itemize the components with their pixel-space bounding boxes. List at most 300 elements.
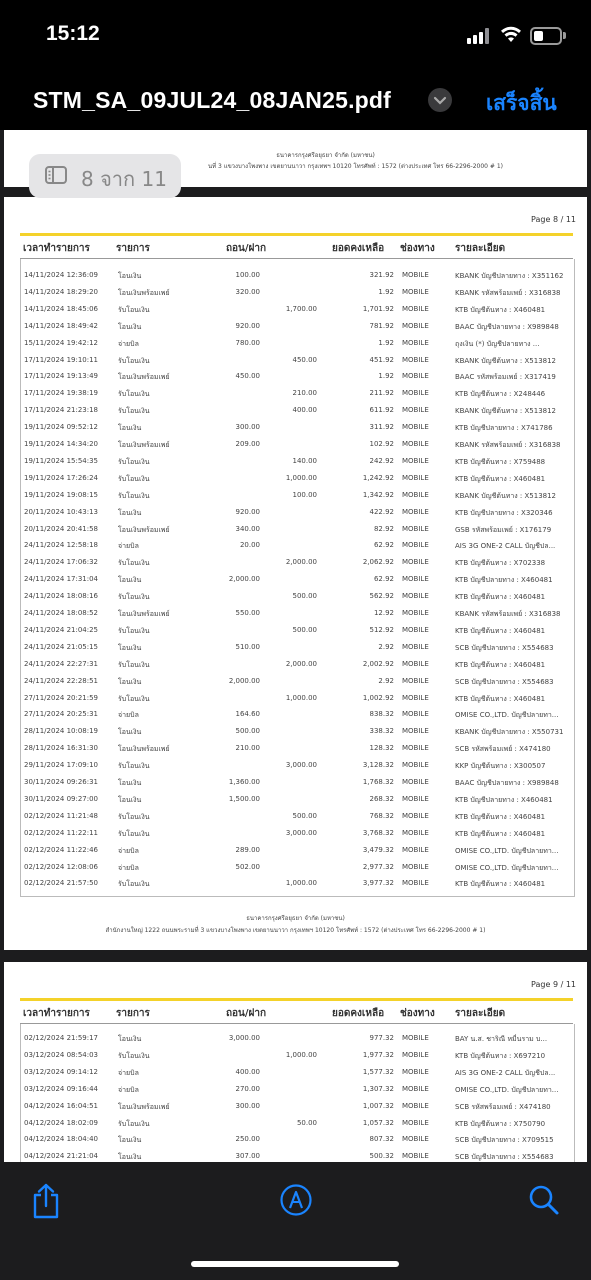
row-detail: KKP บัญชีต้นทาง : X300507 bbox=[455, 762, 546, 771]
row-detail: KBANK รหัสพร้อมเพย์ : X316838 bbox=[455, 610, 561, 618]
table-row bbox=[20, 656, 573, 673]
table-row bbox=[20, 537, 573, 554]
row-datetime: 19/11/2024 14:34:20 bbox=[24, 440, 99, 448]
row-datetime: 24/11/2024 12:58:18 bbox=[24, 541, 99, 550]
table-row bbox=[20, 419, 573, 436]
row-detail: KBANK รหัสพร้อมเพย์ : X316838 bbox=[455, 288, 561, 297]
row-balance: 3,128.32 bbox=[362, 761, 394, 770]
row-channel: MOBILE bbox=[402, 473, 429, 482]
row-balance: 1,307.32 bbox=[362, 1084, 394, 1093]
row-datetime: 20/11/2024 10:43:13 bbox=[24, 507, 99, 516]
row-balance: 1,768.32 bbox=[362, 778, 394, 786]
row-balance: 768.32 bbox=[369, 811, 394, 820]
row-detail: BAAC บัญชีปลายทาง : X989848 bbox=[455, 779, 559, 787]
row-withdraw: 3,000.00 bbox=[228, 1034, 260, 1042]
row-deposit: 140.00 bbox=[292, 456, 317, 465]
row-datetime: 03/12/2024 09:16:44 bbox=[24, 1084, 99, 1093]
row-datetime: 02/12/2024 11:21:48 bbox=[24, 811, 99, 820]
row-withdraw: 320.00 bbox=[235, 287, 260, 296]
row-withdraw: 209.00 bbox=[235, 440, 260, 448]
header-amount: ถอน/ฝาก bbox=[226, 243, 267, 254]
row-datetime: 24/11/2024 18:08:52 bbox=[24, 609, 99, 617]
sidebar-thumbnails-icon bbox=[45, 166, 67, 184]
row-type: โอนเงิน bbox=[118, 1136, 142, 1145]
row-detail: KBANK รหัสพร้อมเพย์ : X316838 bbox=[455, 441, 561, 449]
row-detail: SCB รหัสพร้อมเพย์ : X474180 bbox=[455, 745, 551, 754]
row-type: รับโอนเงิน bbox=[118, 305, 150, 314]
row-detail: AIS 3G ONE-2 CALL บัญชีปล... bbox=[455, 1068, 556, 1077]
row-datetime: 19/11/2024 17:26:24 bbox=[24, 473, 99, 482]
table-row bbox=[20, 521, 573, 538]
row-detail: SCB รหัสพร้อมเพย์ : X474180 bbox=[455, 1102, 551, 1111]
row-type: โอนเงินพร้อมเพย์ bbox=[118, 745, 170, 754]
row-datetime: 03/12/2024 08:54:03 bbox=[24, 1050, 99, 1059]
row-deposit: 2,000.00 bbox=[285, 659, 317, 668]
row-type: จ่ายบิล bbox=[118, 1085, 139, 1094]
document-title[interactable]: STM_SA_09JUL24_08JAN25.pdf bbox=[33, 87, 392, 113]
row-detail: KTB บัญชีปลายทาง : X460481 bbox=[455, 795, 553, 804]
row-balance: 1,701.92 bbox=[362, 304, 394, 313]
row-balance: 311.92 bbox=[369, 423, 394, 432]
header-datetime: เวลาทำรายการ bbox=[23, 243, 90, 254]
row-channel: MOBILE bbox=[402, 524, 429, 533]
row-balance: 128.32 bbox=[369, 744, 394, 753]
row-datetime: 24/11/2024 21:05:15 bbox=[24, 642, 99, 651]
row-detail: KTB บัญชีปลายทาง : X320346 bbox=[455, 508, 553, 517]
header-detail: รายละเอียด bbox=[455, 243, 506, 254]
table-row bbox=[20, 402, 573, 419]
share-icon[interactable] bbox=[31, 1182, 61, 1220]
table-row bbox=[20, 470, 573, 487]
row-balance: 2,062.92 bbox=[362, 558, 394, 567]
row-balance: 2.92 bbox=[378, 676, 394, 685]
row-detail: SCB บัญชีปลายทาง : X554683 bbox=[455, 1153, 554, 1162]
row-type: โอนเงิน bbox=[118, 643, 142, 652]
row-channel: MOBILE bbox=[402, 1118, 429, 1127]
row-balance: 807.32 bbox=[369, 1135, 394, 1144]
row-type: รับโอนเงิน bbox=[118, 457, 150, 466]
row-withdraw: 550.00 bbox=[235, 609, 260, 617]
row-detail: SCB บัญชีปลายทาง : X554683 bbox=[455, 643, 554, 652]
row-withdraw: 289.00 bbox=[235, 845, 260, 854]
row-balance: 3,479.32 bbox=[362, 845, 394, 854]
row-withdraw: 920.00 bbox=[235, 321, 260, 330]
row-deposit: 500.00 bbox=[292, 625, 317, 634]
table-row bbox=[20, 318, 573, 335]
row-detail: KTB บัญชีต้นทาง : X460481 bbox=[455, 593, 546, 602]
row-type: รับโอนเงิน bbox=[118, 407, 150, 416]
row-datetime: 28/11/2024 16:31:30 bbox=[24, 744, 99, 753]
page-footer-line1: ธนาคารกรุงศรีอยุธยา จำกัด (มหาชน) bbox=[246, 915, 345, 922]
row-deposit: 1,000.00 bbox=[285, 879, 317, 888]
row-type: รับโอนเงิน bbox=[118, 593, 150, 602]
table-row bbox=[20, 368, 573, 385]
row-balance: 2,002.92 bbox=[362, 659, 394, 668]
row-withdraw: 400.00 bbox=[235, 1067, 260, 1076]
row-channel: MOBILE bbox=[402, 456, 429, 465]
table-row bbox=[20, 740, 573, 757]
row-channel: MOBILE bbox=[402, 811, 429, 820]
row-datetime: 17/11/2024 19:10:11 bbox=[24, 355, 99, 364]
row-type: จ่ายบิล bbox=[118, 339, 139, 348]
row-datetime: 02/12/2024 21:57:50 bbox=[24, 879, 99, 888]
row-channel: MOBILE bbox=[402, 1135, 429, 1144]
row-balance: 211.92 bbox=[369, 389, 394, 398]
table-row bbox=[20, 706, 573, 723]
row-balance: 321.92 bbox=[369, 271, 394, 279]
row-type: รับโอนเงิน bbox=[118, 559, 150, 568]
row-type: รับโอนเงิน bbox=[118, 474, 150, 483]
row-datetime: 30/11/2024 09:26:31 bbox=[24, 778, 99, 786]
row-type: โอนเงินพร้อมเพย์ bbox=[118, 610, 170, 618]
row-datetime: 24/11/2024 22:28:51 bbox=[24, 676, 99, 685]
row-datetime: 24/11/2024 22:27:31 bbox=[24, 659, 99, 668]
row-type: โอนเงินพร้อมเพย์ bbox=[118, 441, 170, 449]
table-row bbox=[20, 791, 573, 808]
row-channel: MOBILE bbox=[402, 1101, 429, 1110]
row-type: รับโอนเงิน bbox=[118, 812, 150, 821]
row-type: รับโอนเงิน bbox=[118, 390, 150, 399]
table-row bbox=[20, 622, 573, 639]
row-balance: 1,342.92 bbox=[362, 490, 394, 499]
row-balance: 1,057.32 bbox=[362, 1118, 394, 1127]
row-balance: 1,577.32 bbox=[362, 1067, 394, 1076]
row-balance: 1,977.32 bbox=[362, 1050, 394, 1059]
row-datetime: 24/11/2024 17:06:32 bbox=[24, 558, 99, 567]
header-datetime: เวลาทำรายการ bbox=[23, 1008, 90, 1019]
row-balance: 62.92 bbox=[373, 575, 394, 584]
row-channel: MOBILE bbox=[402, 693, 429, 702]
table-row bbox=[20, 436, 573, 453]
search-icon[interactable] bbox=[528, 1184, 560, 1216]
row-balance: 562.92 bbox=[369, 592, 394, 601]
row-channel: MOBILE bbox=[402, 389, 429, 398]
row-datetime: 19/11/2024 15:54:35 bbox=[24, 456, 99, 465]
row-detail: KTB บัญชีปลายทาง : X460481 bbox=[455, 576, 553, 585]
row-type: รับโอนเงิน bbox=[118, 762, 150, 771]
table-row bbox=[20, 1064, 573, 1081]
table-row bbox=[20, 1030, 573, 1047]
row-channel: MOBILE bbox=[402, 862, 429, 871]
header-channel: ช่องทาง bbox=[400, 1008, 435, 1019]
page-footer-line2: นที่ 3 แขวงบางโพงพาง เขตยานนาวา กรุงเทพฯ 10120 โทรศัพท์ : 1572 (ต่างประเทศ โทร 66-2296-2000 # 1) bbox=[208, 163, 503, 170]
row-datetime: 27/11/2024 20:21:59 bbox=[24, 693, 99, 702]
status-time: 15:12 bbox=[46, 22, 100, 45]
pdf-viewer[interactable] bbox=[0, 130, 591, 1162]
row-balance: 1.92 bbox=[378, 287, 394, 296]
row-datetime: 17/11/2024 19:13:49 bbox=[24, 372, 99, 381]
row-balance: 512.92 bbox=[369, 625, 394, 634]
row-balance: 82.92 bbox=[373, 524, 394, 533]
row-channel: MOBILE bbox=[402, 287, 429, 296]
row-balance: 1.92 bbox=[378, 372, 394, 381]
row-type: โอนเงินพร้อมเพย์ bbox=[118, 288, 170, 297]
row-withdraw: 210.00 bbox=[235, 744, 260, 753]
row-channel: MOBILE bbox=[402, 625, 429, 634]
row-type: โอนเงิน bbox=[118, 424, 142, 433]
row-balance: 2.92 bbox=[378, 642, 394, 651]
row-channel: MOBILE bbox=[402, 271, 429, 279]
header-type: รายการ bbox=[116, 243, 150, 254]
row-withdraw: 100.00 bbox=[235, 271, 260, 279]
row-deposit: 100.00 bbox=[292, 490, 317, 499]
row-balance: 338.32 bbox=[369, 727, 394, 736]
row-withdraw: 450.00 bbox=[235, 372, 260, 381]
markup-icon[interactable] bbox=[280, 1184, 312, 1216]
row-datetime: 28/11/2024 10:08:19 bbox=[24, 727, 99, 736]
row-type: รับโอนเงิน bbox=[118, 660, 150, 669]
row-channel: MOBILE bbox=[402, 490, 429, 499]
row-detail: KTB บัญชีปลายทาง : X741786 bbox=[455, 424, 553, 433]
table-row bbox=[20, 1131, 573, 1148]
row-type: โอนเงิน bbox=[118, 779, 142, 787]
table-row bbox=[20, 859, 573, 876]
row-type: รับโอนเงิน bbox=[118, 880, 150, 889]
row-datetime: 29/11/2024 17:09:10 bbox=[24, 761, 99, 770]
row-datetime: 15/11/2024 19:42:12 bbox=[24, 338, 99, 347]
table-row bbox=[20, 1148, 573, 1162]
row-deposit: 210.00 bbox=[292, 389, 317, 398]
row-datetime: 17/11/2024 19:38:19 bbox=[24, 389, 99, 398]
row-datetime: 14/11/2024 18:49:42 bbox=[24, 321, 99, 330]
row-detail: BAAC บัญชีปลายทาง : X989848 bbox=[455, 322, 559, 331]
row-detail: KTB บัญชีต้นทาง : X759488 bbox=[455, 457, 546, 466]
page-indicator[interactable] bbox=[29, 154, 181, 198]
row-datetime: 04/12/2024 18:04:40 bbox=[24, 1135, 99, 1144]
battery-icon bbox=[530, 27, 562, 45]
row-deposit: 1,700.00 bbox=[285, 304, 317, 313]
page-number: Page 8 / 11 bbox=[531, 215, 576, 224]
header-balance: ยอดคงเหลือ bbox=[332, 243, 385, 254]
chevron-down-icon bbox=[428, 88, 452, 112]
row-type: โอนเงิน bbox=[118, 677, 142, 686]
row-withdraw: 502.00 bbox=[235, 862, 260, 871]
row-channel: MOBILE bbox=[402, 609, 429, 617]
row-type: โอนเงิน bbox=[118, 508, 142, 517]
row-channel: MOBILE bbox=[402, 304, 429, 313]
row-datetime: 02/12/2024 21:59:17 bbox=[24, 1034, 99, 1042]
row-detail: KTB บัญชีต้นทาง : X460481 bbox=[455, 812, 546, 821]
wifi-icon bbox=[500, 24, 522, 44]
row-datetime: 17/11/2024 21:23:18 bbox=[24, 406, 99, 415]
row-deposit: 500.00 bbox=[292, 592, 317, 601]
table-row bbox=[20, 1098, 573, 1115]
row-datetime: 19/11/2024 09:52:12 bbox=[24, 423, 99, 432]
table-row bbox=[20, 605, 573, 622]
row-type: โอนเงินพร้อมเพย์ bbox=[118, 1102, 170, 1111]
row-balance: 611.92 bbox=[369, 406, 394, 415]
title-menu-button[interactable] bbox=[428, 88, 452, 112]
row-datetime: 24/11/2024 17:31:04 bbox=[24, 575, 99, 584]
row-channel: MOBILE bbox=[402, 1050, 429, 1059]
row-balance: 12.92 bbox=[373, 609, 394, 617]
row-type: โอนเงิน bbox=[118, 272, 142, 280]
row-balance: 242.92 bbox=[369, 456, 394, 465]
row-balance: 1,002.92 bbox=[362, 693, 394, 702]
row-channel: MOBILE bbox=[402, 659, 429, 668]
row-datetime: 14/11/2024 12:36:09 bbox=[24, 271, 99, 279]
row-channel: MOBILE bbox=[402, 1152, 429, 1161]
row-detail: KBANK บัญชีต้นทาง : X513812 bbox=[455, 356, 557, 365]
row-detail: SCB บัญชีปลายทาง : X709515 bbox=[455, 1136, 554, 1145]
row-balance: 2,977.32 bbox=[362, 862, 394, 871]
row-datetime: 14/11/2024 18:29:20 bbox=[24, 287, 99, 296]
row-datetime: 19/11/2024 19:08:15 bbox=[24, 490, 99, 499]
row-deposit: 1,000.00 bbox=[285, 473, 317, 482]
row-detail: KTB บัญชีต้นทาง : X460481 bbox=[455, 880, 546, 889]
row-channel: MOBILE bbox=[402, 423, 429, 432]
row-balance: 781.92 bbox=[369, 321, 394, 330]
row-balance: 500.32 bbox=[369, 1152, 394, 1161]
table-header bbox=[20, 233, 573, 259]
row-datetime: 04/12/2024 16:04:51 bbox=[24, 1101, 99, 1110]
row-withdraw: 300.00 bbox=[235, 1101, 260, 1110]
row-deposit: 2,000.00 bbox=[285, 558, 317, 567]
table-row bbox=[20, 842, 573, 859]
header-amount: ถอน/ฝาก bbox=[226, 1008, 267, 1019]
row-channel: MOBILE bbox=[402, 575, 429, 584]
table-row bbox=[20, 571, 573, 588]
row-deposit: 400.00 bbox=[292, 406, 317, 415]
row-detail: KTB บัญชีต้นทาง : X702338 bbox=[455, 559, 546, 568]
header-detail: รายละเอียด bbox=[455, 1008, 506, 1019]
row-detail: KBANK บัญชีต้นทาง : X513812 bbox=[455, 491, 557, 500]
row-withdraw: 500.00 bbox=[235, 727, 260, 736]
row-channel: MOBILE bbox=[402, 372, 429, 381]
table-row bbox=[20, 385, 573, 402]
row-datetime: 02/12/2024 12:08:06 bbox=[24, 862, 99, 871]
row-withdraw: 307.00 bbox=[235, 1152, 260, 1161]
row-withdraw: 2,000.00 bbox=[228, 676, 260, 685]
row-channel: MOBILE bbox=[402, 642, 429, 651]
done-button[interactable]: เสร็จสิ้น bbox=[486, 91, 557, 115]
row-channel: MOBILE bbox=[402, 507, 429, 516]
row-balance: 1,242.92 bbox=[362, 473, 394, 482]
row-balance: 1,007.32 bbox=[362, 1101, 394, 1110]
row-datetime: 14/11/2024 18:45:06 bbox=[24, 304, 99, 313]
table-row bbox=[20, 1115, 573, 1132]
row-channel: MOBILE bbox=[402, 794, 429, 803]
row-withdraw: 780.00 bbox=[235, 338, 260, 347]
row-datetime: 30/11/2024 09:27:00 bbox=[24, 794, 99, 803]
row-type: โอนเงิน bbox=[118, 1035, 142, 1043]
pdf-page-9 bbox=[4, 962, 587, 1162]
row-detail: KTB บัญชีต้นทาง : X248446 bbox=[455, 390, 546, 399]
row-type: จ่ายบิล bbox=[118, 711, 139, 720]
row-detail: KTB บัญชีต้นทาง : X750790 bbox=[455, 1119, 546, 1128]
table-row bbox=[20, 825, 573, 842]
row-detail: OMISE CO.,LTD. บัญชีปลายทา... bbox=[455, 1085, 559, 1094]
table-row bbox=[20, 875, 573, 892]
row-type: โอนเงิน bbox=[118, 728, 142, 737]
row-type: โอนเงินพร้อมเพย์ bbox=[118, 373, 170, 382]
row-withdraw: 20.00 bbox=[239, 541, 260, 550]
row-channel: MOBILE bbox=[402, 828, 429, 837]
row-type: รับโอนเงิน bbox=[118, 1119, 150, 1128]
row-channel: MOBILE bbox=[402, 338, 429, 347]
row-detail: OMISE CO.,LTD. บัญชีปลายทา... bbox=[455, 711, 559, 720]
row-datetime: 24/11/2024 18:08:16 bbox=[24, 592, 99, 601]
table-row bbox=[20, 723, 573, 740]
row-balance: 838.32 bbox=[369, 710, 394, 719]
row-balance: 422.92 bbox=[369, 507, 394, 516]
row-datetime: 02/12/2024 11:22:46 bbox=[24, 845, 99, 854]
home-indicator bbox=[191, 1261, 399, 1267]
row-detail: KTB บัญชีต้นทาง : X460481 bbox=[455, 305, 546, 314]
page-number: Page 9 / 11 bbox=[531, 980, 576, 989]
row-channel: MOBILE bbox=[402, 676, 429, 685]
row-channel: MOBILE bbox=[402, 558, 429, 567]
row-datetime: 02/12/2024 11:22:11 bbox=[24, 828, 99, 837]
header-channel: ช่องทาง bbox=[400, 243, 435, 254]
row-type: รับโอนเงิน bbox=[118, 356, 150, 365]
row-detail: OMISE CO.,LTD. บัญชีปลายทา... bbox=[455, 846, 559, 855]
row-deposit: 500.00 bbox=[292, 811, 317, 820]
table-row bbox=[20, 639, 573, 656]
row-withdraw: 1,500.00 bbox=[228, 794, 260, 803]
row-deposit: 3,000.00 bbox=[285, 828, 317, 837]
row-channel: MOBILE bbox=[402, 592, 429, 601]
row-channel: MOBILE bbox=[402, 440, 429, 448]
status-bar bbox=[0, 0, 591, 70]
row-channel: MOBILE bbox=[402, 406, 429, 415]
row-withdraw: 920.00 bbox=[235, 507, 260, 516]
row-detail: KTB บัญชีต้นทาง : X460481 bbox=[455, 660, 546, 669]
row-detail: KBANK บัญชีต้นทาง : X513812 bbox=[455, 407, 557, 416]
row-type: โอนเงิน bbox=[118, 576, 142, 585]
row-detail: KBANK บัญชีปลายทาง : X550731 bbox=[455, 728, 564, 737]
row-channel: MOBILE bbox=[402, 541, 429, 550]
header-type: รายการ bbox=[116, 1008, 150, 1019]
row-balance: 3,768.32 bbox=[362, 828, 394, 837]
table-row bbox=[20, 774, 573, 791]
table-row bbox=[20, 1081, 573, 1098]
row-datetime: 24/11/2024 21:04:25 bbox=[24, 625, 99, 634]
row-type: จ่ายบิล bbox=[118, 1068, 139, 1077]
row-detail: BAY น.ส. ชาริณี หมื่นราม บ... bbox=[455, 1035, 548, 1043]
row-detail: AIS 3G ONE-2 CALL บัญชีปล... bbox=[455, 542, 556, 551]
row-channel: MOBILE bbox=[402, 710, 429, 719]
row-detail: KTB บัญชีต้นทาง : X460481 bbox=[455, 474, 546, 483]
row-type: โอนเงิน bbox=[118, 322, 142, 331]
table-row bbox=[20, 453, 573, 470]
row-balance: 62.92 bbox=[373, 541, 394, 550]
row-channel: MOBILE bbox=[402, 1084, 429, 1093]
row-type: รับโอนเงิน bbox=[118, 1051, 150, 1060]
row-datetime: 04/12/2024 21:21:04 bbox=[24, 1152, 99, 1161]
pdf-page-8 bbox=[4, 197, 587, 950]
row-withdraw: 340.00 bbox=[235, 524, 260, 533]
table-row bbox=[20, 352, 573, 369]
row-type: รับโอนเงิน bbox=[118, 694, 150, 703]
page-footer-line1: ธนาคารกรุงศรีอยุธยา จำกัด (มหาชน) bbox=[276, 152, 375, 159]
row-deposit: 1,000.00 bbox=[285, 1050, 317, 1059]
row-balance: 1.92 bbox=[378, 338, 394, 347]
row-detail: KTB บัญชีต้นทาง : X697210 bbox=[455, 1051, 546, 1060]
row-balance: 268.32 bbox=[369, 794, 394, 803]
row-detail: KTB บัญชีต้นทาง : X460481 bbox=[455, 626, 546, 635]
row-detail: OMISE CO.,LTD. บัญชีปลายทา... bbox=[455, 863, 559, 872]
table-row bbox=[20, 504, 573, 521]
header-balance: ยอดคงเหลือ bbox=[332, 1008, 385, 1019]
table-row bbox=[20, 554, 573, 571]
row-balance: 102.92 bbox=[369, 440, 394, 448]
row-datetime: 04/12/2024 18:02:09 bbox=[24, 1118, 99, 1127]
row-datetime: 03/12/2024 09:14:12 bbox=[24, 1067, 99, 1076]
cellular-signal-icon bbox=[467, 28, 493, 44]
row-datetime: 27/11/2024 20:25:31 bbox=[24, 710, 99, 719]
page-footer-line2: สำนักงานใหญ่ 1222 ถนนพระรามที่ 3 แขวงบางโพงพาง เขตยานนาวา กรุงเทพฯ 10120 โทรศัพท์ : 1572 (ต่างประเทศ โทร 66-2296-2000 # 1) bbox=[105, 927, 486, 934]
